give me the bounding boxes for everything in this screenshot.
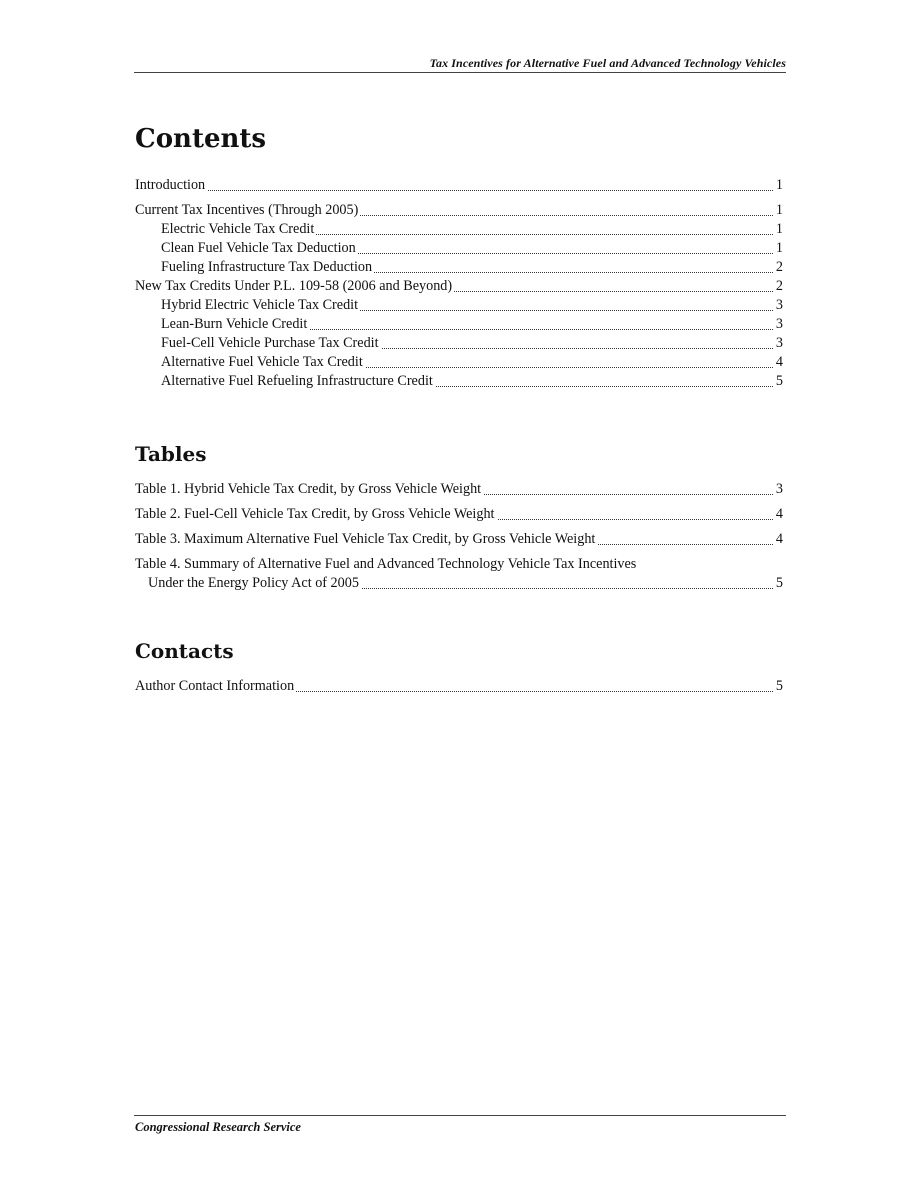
toc-entry-label: Alternative Fuel Vehicle Tax Credit: [161, 354, 363, 370]
toc-entry[interactable]: [135, 176, 783, 195]
toc-entry-page: 4: [773, 505, 783, 524]
running-header: Tax Incentives for Alternative Fuel and Advanced Technology Vehicles: [429, 56, 786, 70]
toc-entry[interactable]: [135, 505, 783, 524]
toc-entry-label-continued: Under the Energy Policy Act of 2005: [135, 575, 361, 591]
toc-entry-page: 1: [773, 176, 783, 195]
toc-entry-page: 4: [773, 353, 783, 372]
toc-entry[interactable]: [135, 334, 783, 353]
toc-entry-label: Fuel-Cell Vehicle Purchase Tax Credit: [161, 335, 379, 351]
toc-entry[interactable]: [135, 372, 783, 391]
toc-entry-label: Table 4. Summary of Alternative Fuel and Advanced Technology Vehicle Tax Incentives: [135, 556, 637, 572]
toc-entry[interactable]: [135, 201, 783, 220]
header-divider: [134, 72, 786, 73]
tables-list: [135, 480, 783, 593]
toc-entry[interactable]: [135, 277, 783, 296]
toc-entry-label: Hybrid Electric Vehicle Tax Credit: [161, 297, 359, 313]
toc-entry-page: 1: [773, 239, 783, 258]
toc-entry-label: Table 3. Maximum Alternative Fuel Vehicle Tax Credit, by Gross Vehicle Weight: [135, 531, 596, 547]
toc-entry[interactable]: [135, 296, 783, 315]
toc-entry-label: Electric Vehicle Tax Credit: [161, 221, 315, 237]
toc-entry[interactable]: [135, 258, 783, 277]
contacts-heading: Contacts: [135, 639, 234, 663]
toc-entry[interactable]: [135, 480, 783, 499]
toc-entry[interactable]: [135, 677, 783, 696]
toc-entry[interactable]: [135, 239, 783, 258]
toc-entry-page: 5: [773, 574, 783, 593]
toc-entry-label: Fueling Infrastructure Tax Deduction: [161, 259, 373, 275]
toc-entry-label: New Tax Credits Under P.L. 109-58 (2006 and Beyond): [135, 278, 453, 294]
tables-heading: Tables: [135, 442, 207, 466]
toc-entry-page: 3: [773, 315, 783, 334]
toc-entry-page: 5: [773, 372, 783, 391]
toc-entry-label: Table 2. Fuel-Cell Vehicle Tax Credit, by Gross Vehicle Weight: [135, 506, 495, 522]
toc-entry-label: Lean-Burn Vehicle Credit: [161, 316, 308, 332]
toc-entry-label: Clean Fuel Vehicle Tax Deduction: [161, 240, 356, 256]
toc-entry-label: Author Contact Information: [135, 678, 295, 694]
contents-heading: Contents: [135, 124, 267, 154]
toc-entry-label: Table 1. Hybrid Vehicle Tax Credit, by Gross Vehicle Weight: [135, 481, 482, 497]
toc-entry-page: 1: [773, 220, 783, 239]
toc-entry[interactable]: [135, 353, 783, 372]
toc-entry-page: 3: [773, 480, 783, 499]
toc-entry-page: 5: [773, 677, 783, 696]
toc-entry-label: Introduction: [135, 177, 206, 193]
toc-entry-page: 4: [773, 530, 783, 549]
contacts-list: [135, 677, 783, 696]
toc-entry-page: 2: [773, 258, 783, 277]
toc-entry[interactable]: [135, 530, 783, 549]
toc-entry[interactable]: [135, 315, 783, 334]
footer-divider: [134, 1115, 786, 1116]
running-footer: Congressional Research Service: [135, 1120, 301, 1134]
toc-entry-page: 2: [773, 277, 783, 296]
toc-entry-label: Current Tax Incentives (Through 2005): [135, 202, 359, 218]
toc-entry-page: 1: [773, 201, 783, 220]
toc-entry-page: 3: [773, 296, 783, 315]
contents-list: [135, 176, 783, 391]
toc-entry[interactable]: [135, 555, 783, 593]
toc-entry-page: 3: [773, 334, 783, 353]
toc-entry-label: Alternative Fuel Refueling Infrastructure Credit: [161, 373, 433, 389]
toc-entry[interactable]: [135, 220, 783, 239]
